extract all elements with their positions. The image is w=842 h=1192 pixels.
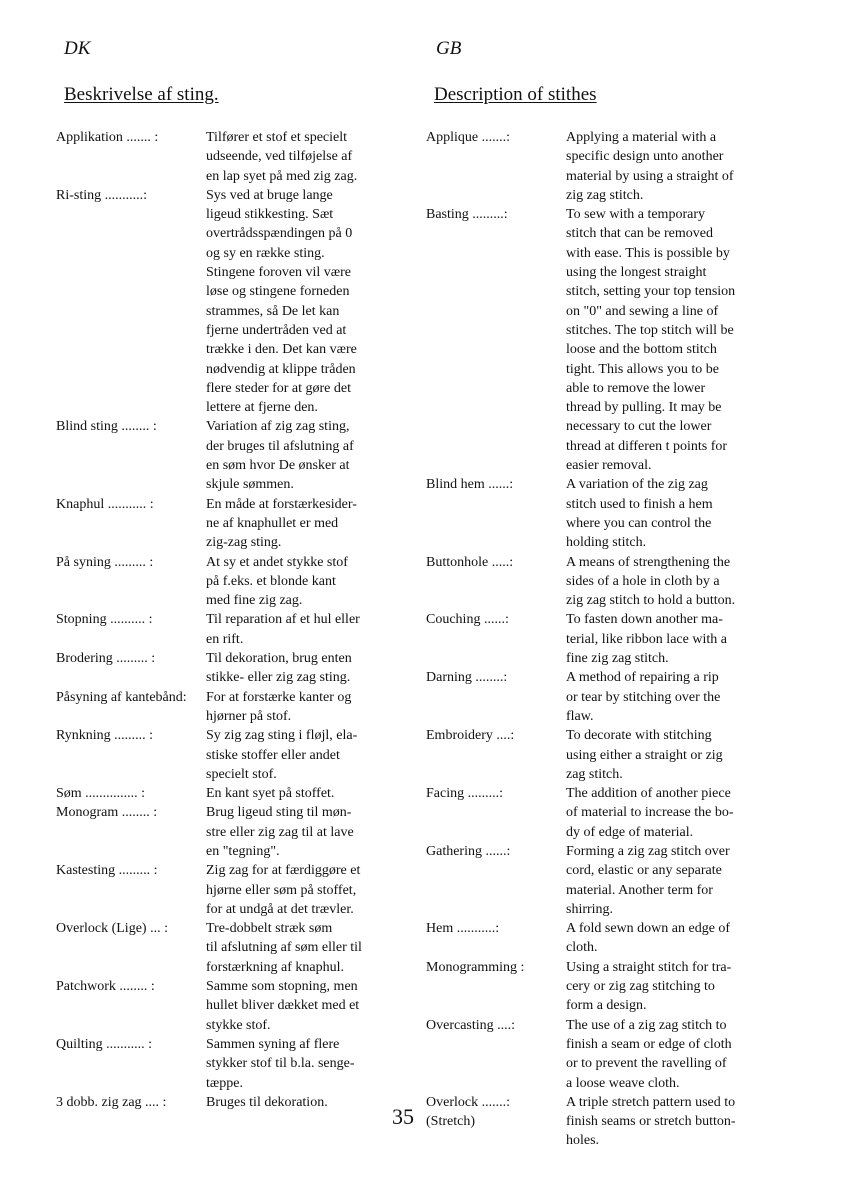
stitch-entry <box>426 919 772 958</box>
stitch-description <box>206 495 401 553</box>
stitch-term: Knaphul ........... : <box>56 496 154 512</box>
stitch-term: Darning ........: <box>426 670 508 686</box>
stitch-term: Påsyning af kantebånd: <box>56 689 187 705</box>
description-line: The use of a zig zag stitch to <box>566 1017 727 1033</box>
stitch-entry <box>56 495 401 553</box>
stitch-entry <box>426 553 772 611</box>
stitch-term: Overlock (Lige) ... : <box>56 921 168 937</box>
description-line: Zig zag for at færdiggøre et <box>206 863 361 879</box>
stitch-description <box>206 186 401 418</box>
stitch-term: Overcasting ....: <box>426 1017 516 1033</box>
description-line: form a design. <box>566 998 647 1014</box>
description-line: on "0" and sewing a line of <box>566 303 719 319</box>
description-line: holding stitch. <box>566 535 647 551</box>
description-line: tight. This allows you to be <box>566 361 719 377</box>
description-line: shirring. <box>566 901 614 917</box>
description-line: sides of a hole in cloth by a <box>566 573 720 589</box>
stitch-term: På syning ......... : <box>56 554 154 570</box>
stitch-description <box>566 958 772 1016</box>
stitch-entry <box>426 842 772 919</box>
stitch-entry <box>56 1035 401 1093</box>
description-line: material by using a straight of <box>566 168 734 184</box>
description-line: necessary to cut the lower <box>566 419 712 435</box>
description-line: hjørne eller søm på stoffet, <box>206 882 357 898</box>
stitch-description <box>206 861 401 919</box>
stitch-term: Monogram ........ : <box>56 805 158 821</box>
description-line: Variation af zig zag sting, <box>206 419 350 435</box>
description-line: zig zag stitch. <box>566 187 644 203</box>
description-line: Bruges til dekoration. <box>206 1094 328 1110</box>
stitch-description <box>566 784 772 842</box>
stitch-description <box>566 842 772 919</box>
description-line: holes. <box>566 1133 600 1149</box>
description-line: overtrådsspændingen på 0 <box>206 226 353 242</box>
stitch-description <box>566 1016 772 1093</box>
stitch-description <box>206 128 401 186</box>
description-line: At sy et andet stykke stof <box>206 554 348 570</box>
description-line: ne af knaphullet er med <box>206 515 339 531</box>
page-number: 35 <box>392 1104 414 1129</box>
description-line: To fasten down another ma- <box>566 612 723 628</box>
stitch-term: Applique .......: <box>426 130 510 145</box>
description-line: or tear by stitching over the <box>566 689 721 705</box>
description-line: udseende, ved tilføjelse af <box>206 149 353 165</box>
description-line: Brug ligeud sting til møn- <box>206 805 352 821</box>
language-code-gb: GB <box>436 38 462 59</box>
stitch-term: Quilting ........... : <box>56 1036 153 1052</box>
description-line: Samme som stopning, men <box>206 979 358 995</box>
description-line: To sew with a temporary <box>566 207 705 223</box>
stitch-description <box>206 649 401 688</box>
description-line: Tilfører et stof et specielt <box>206 130 348 145</box>
description-line: Using a straight stitch for tra- <box>566 959 732 975</box>
stitch-description <box>206 977 401 1035</box>
description-line: stre eller zig zag til at lave <box>206 824 354 840</box>
stitch-term: Couching ......: <box>426 612 509 628</box>
description-line: Tre-dobbelt stræk søm <box>206 921 333 937</box>
description-line: stitch that can be removed <box>566 226 713 242</box>
stitch-term: Kastesting ......... : <box>56 863 158 879</box>
description-line: en lap syet på med zig zag. <box>206 168 358 184</box>
description-line: stitches. The top stitch will be <box>566 322 734 338</box>
description-line: A fold sewn down an edge of <box>566 921 731 937</box>
stitch-description <box>206 417 401 494</box>
description-line: loose and the bottom stitch <box>566 342 717 358</box>
description-line: dy of edge of material. <box>566 824 694 840</box>
description-line: Til dekoration, brug enten <box>206 651 352 667</box>
stitch-term: Ri-sting ...........: <box>56 187 148 203</box>
description-line: forstærkning af knaphul. <box>206 959 345 975</box>
stitch-entry <box>426 205 772 475</box>
stitch-description <box>566 668 772 726</box>
stitch-description <box>206 919 401 977</box>
description-line: with ease. This is possible by <box>566 245 730 261</box>
stitch-entry <box>56 610 401 649</box>
description-line: strammes, så De let kan <box>206 303 340 319</box>
description-line: using the longest straight <box>566 265 707 281</box>
description-line: En kant syet på stoffet. <box>206 786 335 802</box>
description-line: A means of strengthening the <box>566 554 731 570</box>
stitch-list-gb <box>426 128 772 1151</box>
description-line: The addition of another piece <box>566 786 731 802</box>
description-line: zag stitch. <box>566 766 623 782</box>
stitch-term: Blind hem ......: <box>426 477 514 493</box>
stitch-entry <box>426 1093 772 1151</box>
stitch-entry <box>56 784 401 803</box>
stitch-term: Søm ............... : <box>56 786 146 802</box>
description-line: where you can control the <box>566 515 712 531</box>
stitch-term: Gathering ......: <box>426 843 511 859</box>
stitch-term: Overlock .......: (Stretch) <box>426 1094 510 1130</box>
stitch-entry <box>56 861 401 919</box>
stitch-entry <box>56 553 401 611</box>
stitch-description <box>206 610 401 649</box>
stitch-term: Embroidery ....: <box>426 728 515 744</box>
description-line: Til reparation af et hul eller <box>206 612 360 628</box>
stitch-term: Applikation ....... : <box>56 130 159 145</box>
description-line: en "tegning". <box>206 843 280 859</box>
stitch-entry <box>426 610 772 668</box>
description-line: stykker stof til b.la. senge- <box>206 1056 355 1072</box>
stitch-entry <box>56 1093 401 1112</box>
stitch-entry <box>56 128 401 186</box>
description-line: terial, like ribbon lace with a <box>566 631 727 647</box>
description-line: material. Another term for <box>566 882 713 898</box>
description-line: flere steder for at gøre det <box>206 380 351 396</box>
stitch-entry <box>426 958 772 1016</box>
description-line: en rift. <box>206 631 244 647</box>
stitch-entry <box>56 649 401 688</box>
stitch-description <box>566 919 772 958</box>
description-line: til afslutning af søm eller til <box>206 940 362 956</box>
stitch-entry <box>426 475 772 552</box>
stitch-entry <box>56 726 401 784</box>
stitch-description <box>206 688 401 727</box>
stitch-term: 3 dobb. zig zag .... : <box>56 1094 167 1110</box>
stitch-description <box>566 205 772 475</box>
stitch-entry <box>56 803 401 861</box>
description-line: A method of repairing a rip <box>566 670 719 686</box>
description-line: thread by pulling. It may be <box>566 400 722 416</box>
description-line: ligeud stikkesting. Sæt <box>206 207 334 223</box>
language-code-dk: DK <box>64 38 91 59</box>
description-line: zig-zag sting. <box>206 535 282 551</box>
description-line: Forming a zig zag stitch over <box>566 843 730 859</box>
stitch-description <box>566 610 772 668</box>
description-line: der bruges til afslutning af <box>206 438 354 454</box>
stitch-entry <box>426 668 772 726</box>
description-line: a loose weave cloth. <box>566 1075 680 1091</box>
description-line: flaw. <box>566 708 594 724</box>
description-line: For at forstærke kanter og <box>206 689 352 705</box>
description-line: En måde at forstærkesider- <box>206 496 357 512</box>
description-line: på f.eks. et blonde kant <box>206 573 336 589</box>
stitch-description <box>206 803 401 861</box>
description-line: skjule sømmen. <box>206 477 294 493</box>
description-line: or to prevent the ravelling of <box>566 1056 727 1072</box>
stitch-entry <box>56 417 401 494</box>
stitch-description <box>566 475 772 552</box>
description-line: of material to increase the bo- <box>566 805 734 821</box>
description-line: med fine zig zag. <box>206 593 303 609</box>
description-line: cord, elastic or any separate <box>566 863 722 879</box>
stitch-description <box>206 726 401 784</box>
description-line: thread at differen t points for <box>566 438 728 454</box>
stitch-list-dk <box>56 128 401 1112</box>
stitch-description <box>566 726 772 784</box>
description-line: easier removal. <box>566 458 652 474</box>
description-line: en søm hvor De ønsker at <box>206 458 350 474</box>
stitch-description <box>206 1093 401 1112</box>
stitch-term: Facing .........: <box>426 786 503 802</box>
description-line: specific design unto another <box>566 149 724 165</box>
description-line: able to remove the lower <box>566 380 706 396</box>
description-line: for at undgå at det trævler. <box>206 901 354 917</box>
description-line: Sys ved at bruge lange <box>206 187 333 203</box>
description-line: A triple stretch pattern used to <box>566 1094 736 1110</box>
stitch-entry <box>56 919 401 977</box>
description-line: lettere at fjerne den. <box>206 400 318 416</box>
description-line: Sammen syning af flere <box>206 1036 340 1052</box>
description-line: stykke stof. <box>206 1017 271 1033</box>
stitch-term: Hem ...........: <box>426 921 500 937</box>
stitch-description <box>566 553 772 611</box>
description-line: finish a seam or edge of cloth <box>566 1036 732 1052</box>
stitch-entry <box>426 784 772 842</box>
description-line: zig zag stitch to hold a button. <box>566 593 736 609</box>
stitch-description <box>566 128 772 205</box>
description-line: cloth. <box>566 940 598 956</box>
description-line: Stingene foroven vil være <box>206 265 352 281</box>
stitch-entry <box>426 128 772 205</box>
description-line: løse og stingene forneden <box>206 284 350 300</box>
stitch-term: Stopning .......... : <box>56 612 153 628</box>
description-line: Applying a material with a <box>566 130 717 145</box>
heading-gb: Description of stithes <box>434 84 597 105</box>
description-line: A variation of the zig zag <box>566 477 708 493</box>
stitch-entry <box>426 1016 772 1093</box>
stitch-description <box>206 784 401 803</box>
description-line: stikke- eller zig zag sting. <box>206 670 351 686</box>
stitch-description <box>206 553 401 611</box>
stitch-entry <box>56 977 401 1035</box>
description-line: trække i den. Det kan være <box>206 342 357 358</box>
stitch-term: Buttonhole .....: <box>426 554 514 570</box>
description-line: To decorate with stitching <box>566 728 712 744</box>
stitch-entry <box>426 726 772 784</box>
heading-dk: Beskrivelse af sting. <box>64 84 219 105</box>
description-line: specielt stof. <box>206 766 277 782</box>
stitch-term: Rynkning ......... : <box>56 728 154 744</box>
stitch-term: Monogramming : <box>426 959 525 975</box>
stitch-entry <box>56 186 401 418</box>
stitch-description <box>566 1093 772 1151</box>
description-line: fjerne undertråden ved at <box>206 322 347 338</box>
description-line: hullet bliver dækket med et <box>206 998 360 1014</box>
stitch-term: Basting .........: <box>426 207 508 223</box>
description-line: finish seams or stretch button- <box>566 1114 736 1130</box>
description-line: Sy zig zag sting i fløjl, ela- <box>206 728 358 744</box>
description-line: hjørner på stof. <box>206 708 292 724</box>
stitch-term: Blind sting ........ : <box>56 419 157 435</box>
description-line: tæppe. <box>206 1075 243 1091</box>
description-line: cery or zig zag stitching to <box>566 979 715 995</box>
description-line: nødvendig at klippe tråden <box>206 361 356 377</box>
stitch-description <box>206 1035 401 1093</box>
description-line: stitch used to finish a hem <box>566 496 713 512</box>
stitch-entry <box>56 688 401 727</box>
stitch-term: Brodering ......... : <box>56 651 156 667</box>
description-line: stitch, setting your top tension <box>566 284 736 300</box>
description-line: fine zig zag stitch. <box>566 651 669 667</box>
description-line: og sy en række sting. <box>206 245 325 261</box>
description-line: stiske stoffer eller andet <box>206 747 340 763</box>
description-line: using either a straight or zig <box>566 747 723 763</box>
stitch-term: Patchwork ........ : <box>56 979 155 995</box>
